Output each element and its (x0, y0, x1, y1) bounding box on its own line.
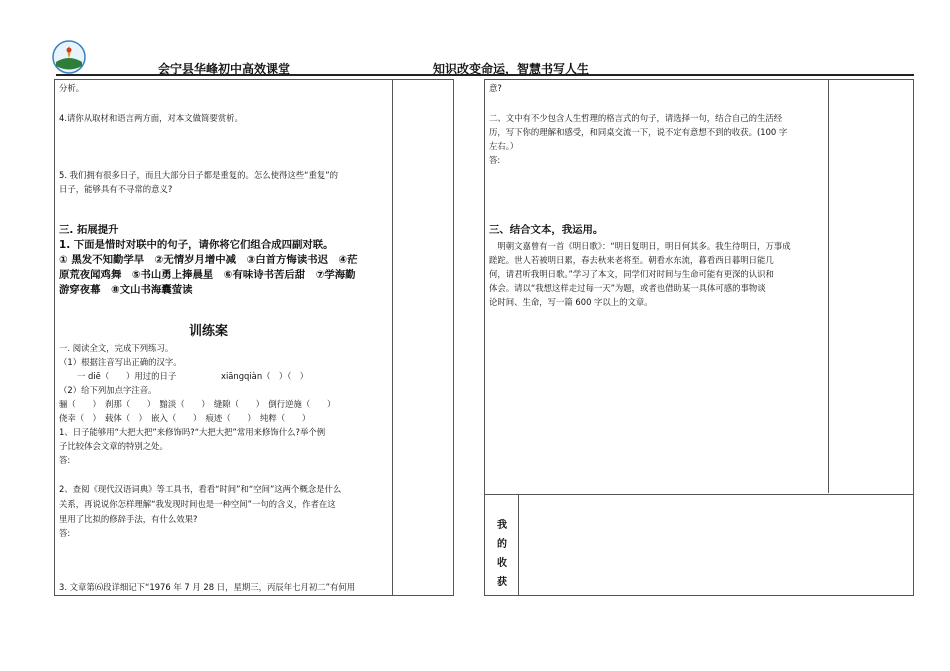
harvest-char-3: 收 (497, 558, 507, 569)
training-item-2: （2）给下列加点字注音。 (59, 385, 157, 395)
question-5-line2: 日子，能够具有不寻常的意义? (59, 184, 173, 194)
left-line-analysis: 分析。 (59, 83, 85, 93)
ming-ri-ge-line3: 何，请君听我明日歌。”学习了本文，同学们对时间与生命可能有更深的认识和 (489, 269, 774, 279)
section-3-title: 三. 拓展提升 (59, 224, 119, 236)
pinyin-xiangqian: xiāngqiàn（ ）（ ） (221, 371, 309, 381)
section-2-line2: 历，写下你的理解和感受，和同桌交流一下，说不定有意想不到的收获。(100 字 (489, 127, 788, 137)
couplet-instruction: 1. 下面是惜时对联中的句子，请你将它们组合成四副对联。 (59, 239, 334, 251)
couplet-line3: 游穿夜幕 ⑧文山书海囊萤读 (59, 284, 193, 296)
harvest-char-1: 我 (497, 520, 507, 531)
section-2-line3: 左右。） (489, 141, 519, 151)
right-notes-column-divider (828, 80, 829, 493)
harvest-char-4: 获 (497, 577, 507, 588)
ming-ri-ge-line5: 论时间、生命，写一篇 600 字以上的文章。 (489, 297, 653, 307)
training-intro: 一. 阅读全文，完成下列练习。 (59, 343, 174, 353)
couplet-line1: ① 黑发不知勤学早 ②无情岁月增中减 ③白首方悔读书迟 ④茫 (59, 254, 358, 266)
question-2-line3: 里用了比拟的修辞手法，有什么效果? (59, 514, 198, 524)
training-title: 训练案 (189, 324, 229, 339)
section-3-right-title: 三、结合文本，我运用。 (489, 224, 604, 236)
school-logo (52, 40, 86, 74)
section-2-line1: 二、文中有不少包含人生哲理的格言式的句子，请选择一句，结合自己的生活经 (489, 113, 783, 123)
ming-ri-ge-line1: 明朝文嘉曾有一首《明日歌》：“明日复明日，明日何其多。我生待明日，万事成 (489, 241, 791, 251)
motto: 知识改变命运，智慧书写人生 (433, 62, 590, 76)
question-5-line1: 5. 我们拥有很多日子，而且大部分日子都是重复的。怎么使得这些“重复”的 (59, 170, 338, 180)
school-name: 会宁县华峰初中高效课堂 (158, 62, 291, 76)
harvest-divider (485, 494, 913, 495)
ming-ri-ge-line2: 蹉跎。世人若被明日累，春去秋来老将至。朝看水东流，暮看西日暮明日能几 (489, 255, 774, 265)
right-page-box (484, 79, 914, 596)
harvest-char-2: 的 (497, 539, 507, 550)
left-page-box (54, 79, 454, 596)
couplet-line2: 原荒夜闻鸡舞 ⑤书山勇上捧晨星 ⑥有味诗书苦后甜 ⑦学海勤 (59, 269, 356, 281)
pinyin-die: 一 diē（ ）用过的日子 (77, 371, 177, 381)
ming-ri-ge-line4: 体会。请以“我想这样走过每一天”为题，或者也借助某一具体可感的事物谈 (489, 283, 766, 293)
question-3: 3. 文章第⑹段详细记下“1976 年 7 月 28 日，星期三，丙辰年七月初二”有何用 (59, 582, 356, 592)
question-2-line1: 2、查阅《现代汉语词典》等工具书，看看“时间”和“空间”这两个概念是什么 (59, 484, 342, 494)
right-line-yi: 意? (489, 83, 502, 93)
question-1-line1: 1、日子能够用“大把大把”来修饰吗?“大把大把”常用来修饰什么?举个例 (59, 427, 326, 437)
harvest-label-divider (518, 494, 519, 595)
question-4: 4.请你从取材和语言两方面，对本文做简要赏析。 (59, 113, 243, 123)
section-2-answer: 答: (489, 155, 501, 165)
answer-label-1: 答: (59, 455, 71, 465)
annotation-row-2: 侥幸（ ） 载体（ ） 嵌入（ ） 痕迹（ ） 纯粹（ ） (59, 413, 311, 423)
question-2-line2: 关系，再说说你怎样理解“我发现时间也是一种空间”一句的含义，作者在这 (59, 499, 336, 509)
header-divider (56, 74, 914, 76)
answer-label-2: 答: (59, 528, 71, 538)
question-1-line2: 子比较体会文章的特别之处。 (59, 441, 168, 451)
annotation-row-1: 骊（ ） 刹那（ ） 黯淡（ ） 缝隙（ ） 倒行逆施（ ） (59, 399, 336, 409)
training-item-1: （1）根据注音写出正确的汉字。 (59, 357, 182, 367)
left-notes-column-divider (392, 80, 393, 595)
